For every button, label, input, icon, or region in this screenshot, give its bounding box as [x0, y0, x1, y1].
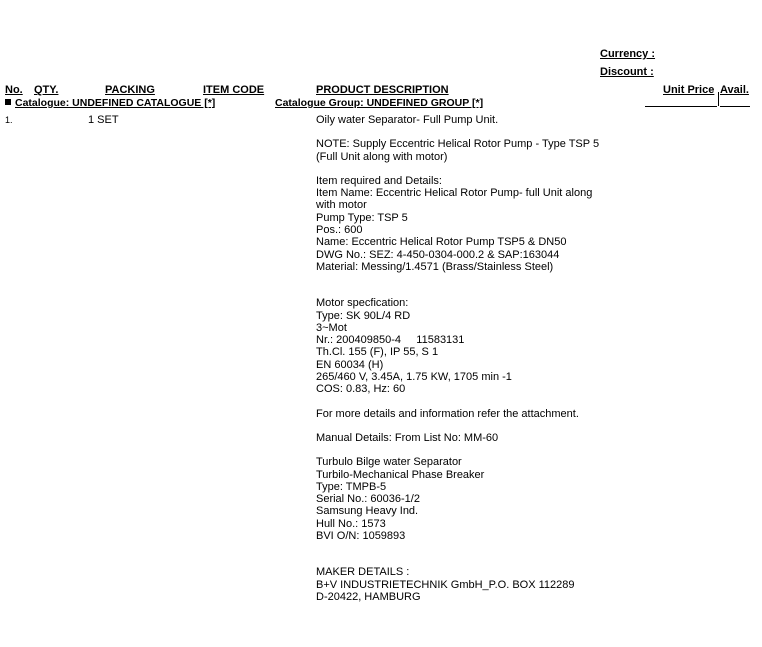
- motor-line: EN 60034 (H): [316, 358, 384, 371]
- maker-line: MAKER DETAILS :: [316, 566, 410, 579]
- column-header-unit-price: Unit Price: [663, 84, 715, 96]
- separator-line: Turbilo-Mechanical Phase Breaker: [316, 468, 485, 481]
- note-paragraph: [316, 138, 646, 163]
- column-header-packing: PACKING: [105, 84, 155, 96]
- motor-line: 3~Mot: [316, 321, 347, 334]
- separator-line: Samsung Heavy Ind.: [316, 505, 419, 518]
- column-header-description: PRODUCT DESCRIPTION: [316, 84, 449, 96]
- maker-line: D-20422, HAMBURG: [316, 590, 421, 603]
- separator-line: Hull No.: 1573: [316, 517, 386, 530]
- column-header-avail: Avail.: [720, 84, 749, 96]
- manual-paragraph: Manual Details: From List No: MM-60: [316, 431, 499, 444]
- details-paragraph: [316, 175, 646, 273]
- motor-line: Motor specfication:: [316, 297, 409, 310]
- note-line: NOTE: Supply Eccentric Helical Rotor Pump - Type TSP 5: [316, 138, 600, 151]
- motor-line: Th.Cl. 155 (F), IP 55, S 1: [316, 346, 439, 359]
- item-quantity: 1 SET: [88, 114, 119, 126]
- avail-entry-line[interactable]: [720, 106, 750, 107]
- details-line: Pos.: 600: [316, 224, 363, 237]
- details-line: Name: Eccentric Helical Rotor Pump TSP5 & DN50: [316, 236, 567, 249]
- price-avail-divider: [718, 92, 719, 106]
- details-line: Item Name: Eccentric Helical Rotor Pump- full Unit along: [316, 187, 593, 200]
- separator-paragraph: [316, 456, 646, 542]
- motor-line: Nr.: 200409850-4 11583131: [316, 334, 465, 347]
- separator-line: Type: TMPB-5: [316, 480, 387, 493]
- details-line: Material: Messing/1.4571 (Brass/Stainless Steel): [316, 260, 554, 273]
- item-title: Oily water Separator- Full Pump Unit.: [316, 114, 499, 126]
- motor-line: 265/460 V, 3.45A, 1.75 KW, 1705 min -1: [316, 371, 512, 384]
- details-line: Pump Type: TSP 5: [316, 211, 408, 224]
- separator-line: Turbulo Bilge water Separator: [316, 456, 462, 469]
- more-info-paragraph: For more details and information refer the attachment.: [316, 407, 579, 420]
- separator-line: Serial No.: 60036-1/2: [316, 493, 420, 506]
- details-line: with motor: [316, 199, 367, 212]
- item-number: 1.: [5, 115, 13, 125]
- catalogue-label: Catalogue: UNDEFINED CATALOGUE [*]: [15, 97, 216, 109]
- discount-label: Discount :: [600, 66, 654, 78]
- details-line: Item required and Details:: [316, 174, 442, 187]
- motor-line: Type: SK 90L/4 RD: [316, 309, 411, 322]
- column-header-no: No.: [5, 84, 23, 96]
- separator-line: BVI O/N: 1059893: [316, 530, 406, 543]
- motor-line: COS: 0.83, Hz: 60: [316, 383, 406, 396]
- column-header-item-code: ITEM CODE: [203, 84, 265, 96]
- product-description: [316, 114, 646, 615]
- currency-label: Currency :: [600, 48, 656, 60]
- motor-paragraph: [316, 297, 646, 395]
- details-line: DWG No.: SEZ: 4-450-0304-000.2 & SAP:163044: [316, 248, 560, 261]
- note-line: (Full Unit along with motor): [316, 150, 448, 163]
- catalogue-row: [5, 97, 215, 110]
- catalogue-group-label: Catalogue Group: UNDEFINED GROUP [*]: [275, 97, 484, 109]
- column-header-qty: QTY.: [34, 84, 59, 96]
- unit-price-entry-line[interactable]: [645, 106, 717, 107]
- maker-line: B+V INDUSTRIETECHNIK GmbH_P.O. BOX 112289: [316, 578, 575, 591]
- maker-paragraph: [316, 566, 646, 603]
- square-bullet-icon: [5, 99, 11, 105]
